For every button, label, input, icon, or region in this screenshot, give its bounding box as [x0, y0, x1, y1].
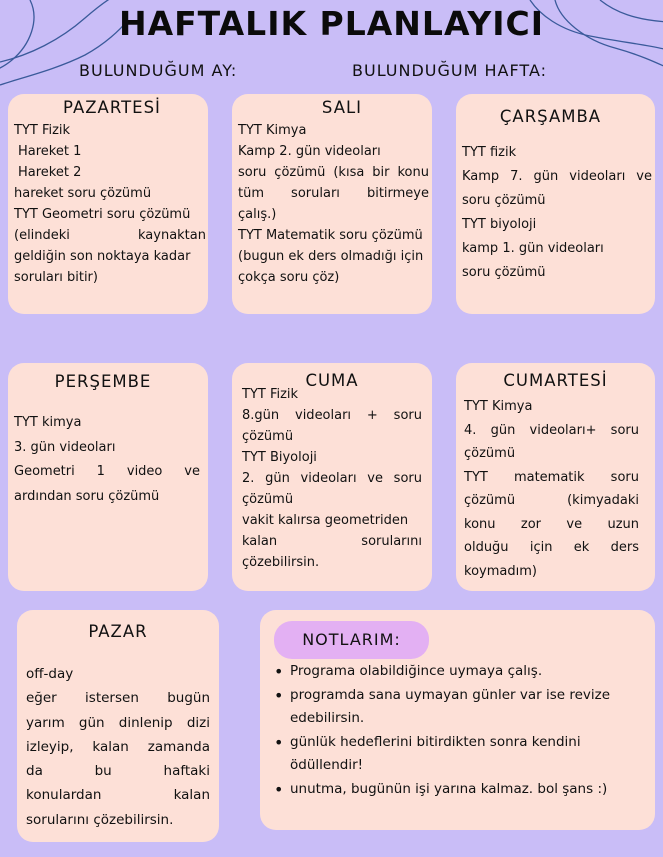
- day-line: çözebilirsin.: [242, 555, 320, 570]
- day-line: çokça soru çöz): [238, 270, 340, 285]
- note-item: • programda sana uymayan günler var ise revize edebilirsin.: [274, 684, 640, 731]
- day-line: TYT Geometri soru çözümü: [14, 207, 191, 222]
- day-body-sali: [238, 120, 429, 288]
- note-item: • unutma, bugünün işi yarına kalmaz. bol şans :): [274, 778, 640, 802]
- day-line: 4. gün videoları+ soru: [464, 422, 639, 438]
- day-line: TYT Kimya: [238, 123, 307, 138]
- day-line: çözümü: [242, 429, 294, 444]
- day-line: TYT biyoloji: [462, 217, 537, 232]
- day-body-pazartesi: [14, 120, 206, 288]
- day-title-cuma: CUMA: [305, 371, 359, 390]
- day-line: çalış.): [238, 207, 277, 222]
- day-body-cuma: [242, 384, 422, 573]
- card-cuma: [232, 363, 432, 591]
- day-line: soru çözümü: [462, 265, 546, 280]
- day-body-cumartesi: [464, 395, 639, 583]
- day-line: TYT Biyoloji: [242, 450, 317, 465]
- day-line: 3. gün videoları: [14, 439, 116, 455]
- week-label: BULUNDUĞUM HAFTA:: [352, 61, 547, 80]
- notes-title: NOTLARIM:: [274, 621, 429, 659]
- day-line: izleyip, kalan zamanda: [26, 738, 210, 755]
- day-line: TYT matematik soru: [464, 469, 639, 485]
- day-line: (elindeki kaynaktan: [14, 228, 206, 243]
- day-line: TYT Matematik soru çözümü: [238, 228, 423, 243]
- day-body-pazar: [26, 662, 210, 832]
- day-line: TYT fizik: [462, 145, 517, 160]
- card-pazartesi: [8, 94, 208, 314]
- day-line: ardından soru çözümü: [14, 488, 160, 504]
- card-pazar: [17, 610, 219, 842]
- day-line: soruları bitir): [14, 270, 98, 285]
- card-cumartesi: [456, 363, 655, 591]
- day-line: olduğu için ek ders: [464, 540, 639, 555]
- day-line: kalan sorularını: [242, 534, 422, 549]
- notes-list: [274, 660, 640, 802]
- day-line: kamp 1. gün videoları: [462, 241, 604, 256]
- card-carsamba: [456, 94, 655, 314]
- day-title-pazartesi: PAZARTESİ: [63, 98, 161, 117]
- day-line: off-day: [26, 666, 74, 682]
- day-line: çözümü: [242, 492, 294, 507]
- day-line: Kamp 2. gün videoları: [238, 144, 381, 159]
- month-label: BULUNDUĞUM AY:: [79, 61, 238, 80]
- note-item: • Programa olabildiğince uymaya çalış.: [274, 660, 640, 684]
- day-line: 8.gün videoları + soru: [242, 408, 422, 423]
- day-line: koymadım): [464, 563, 537, 579]
- notes-card: [260, 610, 655, 830]
- day-line: hareket soru çözümü: [14, 186, 152, 201]
- day-line: vakit kalırsa geometriden: [242, 513, 409, 528]
- card-persembe: [8, 363, 208, 591]
- day-title-cumartesi: CUMARTESİ: [503, 371, 608, 390]
- day-line: TYT kimya: [14, 415, 82, 430]
- day-line: Kamp 7. gün videoları ve: [462, 169, 652, 184]
- day-line: soru çözümü (kısa bir konu: [238, 165, 429, 180]
- day-body-carsamba: [462, 141, 652, 285]
- day-line: konulardan kalan: [26, 787, 210, 804]
- day-line: soru çözümü: [462, 193, 546, 208]
- day-line: Geometri 1 video ve: [14, 464, 200, 479]
- day-title-sali: SALI: [321, 98, 363, 117]
- day-line: çözümü (kimyadaki: [464, 493, 639, 508]
- day-line: Hareket 2: [18, 165, 82, 180]
- day-line: çözümü: [464, 446, 516, 461]
- day-line: geldiğin son noktaya kadar: [14, 249, 191, 264]
- day-line: TYT Fizik: [14, 123, 71, 138]
- day-line: (bugun ek ders olmadığı için: [238, 249, 424, 264]
- day-line: konu zor ve uzun: [464, 516, 639, 532]
- day-line: da bu haftaki: [26, 763, 210, 780]
- day-title-carsamba: ÇARŞAMBA: [499, 107, 602, 126]
- day-line: TYT Fizik: [242, 387, 299, 402]
- day-line: Hareket 1: [18, 144, 82, 159]
- day-line: sorularını çözebilirsin.: [26, 811, 174, 828]
- day-line: eğer istersen bugün: [26, 690, 210, 707]
- page-title: HAFTALIK PLANLAYICI: [118, 4, 544, 43]
- day-line: TYT Kimya: [464, 399, 533, 414]
- day-title-pazar: PAZAR: [88, 622, 148, 641]
- day-line: 2. gün videoları ve soru: [242, 471, 422, 486]
- day-line: tüm soruları bitirmeye: [238, 186, 429, 201]
- note-item: • günlük hedeflerini bitirdikten sonra kendini ödüllendir!: [274, 731, 640, 778]
- day-title-persembe: PERŞEMBE: [54, 372, 152, 391]
- card-sali: [232, 94, 432, 314]
- day-line: yarım gün dinlenip dizi: [26, 714, 210, 731]
- day-body-persembe: [14, 411, 200, 509]
